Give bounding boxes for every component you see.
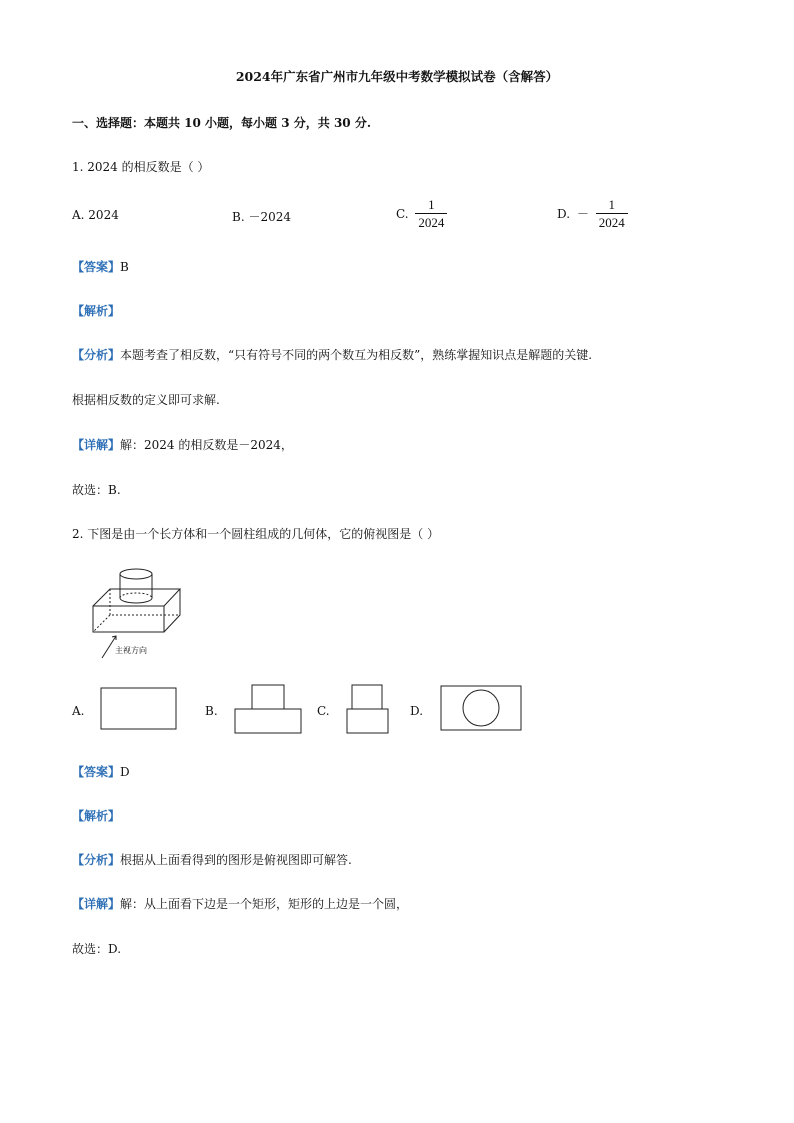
q1-option-b: B. －2024	[232, 210, 291, 224]
small-rectangle	[252, 685, 284, 709]
detail-text: 解：2024 的相反数是－2024，	[120, 438, 293, 452]
q1-option-d-fraction	[596, 196, 628, 231]
detail-tag: 【详解】	[72, 897, 121, 911]
q1-option-a: A. 2024	[72, 208, 119, 222]
view-direction-arrow	[102, 636, 116, 658]
q2-option-c-figure	[346, 684, 390, 736]
answer-tag: 【答案】	[72, 260, 121, 274]
detail-tag: 【详解】	[72, 438, 121, 452]
q2-fenxi	[72, 851, 352, 868]
q2-option-d-label: D.	[410, 704, 424, 718]
q1-method: 根据相反数的定义即可求解.	[72, 393, 220, 407]
rectangle-shape	[101, 688, 176, 729]
section-heading: 一、选择题：本题共 10 小题，每小题 3 分，共 30 分.	[72, 116, 371, 130]
cylinder-base-hidden	[120, 593, 152, 598]
q2-analysis-tag: 【解析】	[72, 809, 121, 823]
q1-option-c	[396, 196, 447, 231]
q1-option-c-fraction	[415, 196, 447, 231]
box-front-face	[93, 606, 164, 632]
fraction-denominator: 2024	[415, 213, 447, 231]
box-hidden-edges	[93, 589, 180, 632]
q2-option-a-label: A.	[72, 704, 85, 718]
q1-answer	[72, 258, 129, 275]
q2-choose: 故选：D.	[72, 942, 122, 956]
fraction-numerator: 1	[428, 197, 435, 212]
q1-option-c-label: C.	[396, 206, 409, 221]
answer-value: B	[120, 260, 129, 274]
answer-value: D	[120, 765, 130, 779]
q1-option-d-label: D.	[557, 206, 571, 221]
cylinder-base	[120, 598, 152, 603]
q1-analysis-tag: 【解析】	[72, 304, 121, 318]
circle-shape	[463, 690, 499, 726]
detail-text: 解：从上面看下边是一个矩形，矩形的上边是一个圆，	[120, 897, 409, 911]
rectangle-shape	[441, 686, 521, 730]
cylinder-top	[120, 569, 152, 579]
negative-sign: －	[576, 207, 589, 221]
fraction-denominator: 2024	[596, 213, 628, 231]
small-rectangle	[352, 685, 382, 709]
q2-option-d-figure	[440, 685, 524, 733]
box-right-face	[164, 589, 180, 632]
q1-option-d	[557, 196, 628, 231]
q2-option-b-label: B.	[205, 704, 218, 718]
q2-stem: 2. 下图是由一个长方体和一个圆柱组成的几何体，它的俯视图是（ ）	[72, 527, 440, 541]
large-rectangle	[235, 709, 301, 733]
answer-tag: 【答案】	[72, 765, 121, 779]
q1-choose: 故选：B.	[72, 483, 121, 497]
q2-answer	[72, 763, 130, 780]
q1-detail	[72, 436, 293, 453]
q2-option-c-label: C.	[317, 704, 330, 718]
fenxi-text: 本题考查了相反数，“只有符号不同的两个数互为相反数”，熟练掌握知识点是解题的关键.	[120, 348, 593, 362]
large-rectangle	[347, 709, 388, 733]
fenxi-text: 根据从上面看得到的图形是俯视图即可解答.	[120, 853, 352, 867]
q1-stem: 1. 2024 的相反数是（ ）	[72, 160, 210, 174]
q2-option-a-figure	[100, 687, 178, 731]
q2-option-b-figure	[234, 684, 304, 736]
q1-fenxi	[72, 346, 592, 363]
fenxi-tag: 【分析】	[72, 348, 121, 362]
page-title: 2024年广东省广州市九年级中考数学模拟试卷（含解答）	[235, 69, 559, 84]
view-direction-label: 主视方向	[115, 646, 147, 655]
q2-detail	[72, 895, 408, 912]
fenxi-tag: 【分析】	[72, 853, 121, 867]
fraction-numerator: 1	[608, 197, 615, 212]
